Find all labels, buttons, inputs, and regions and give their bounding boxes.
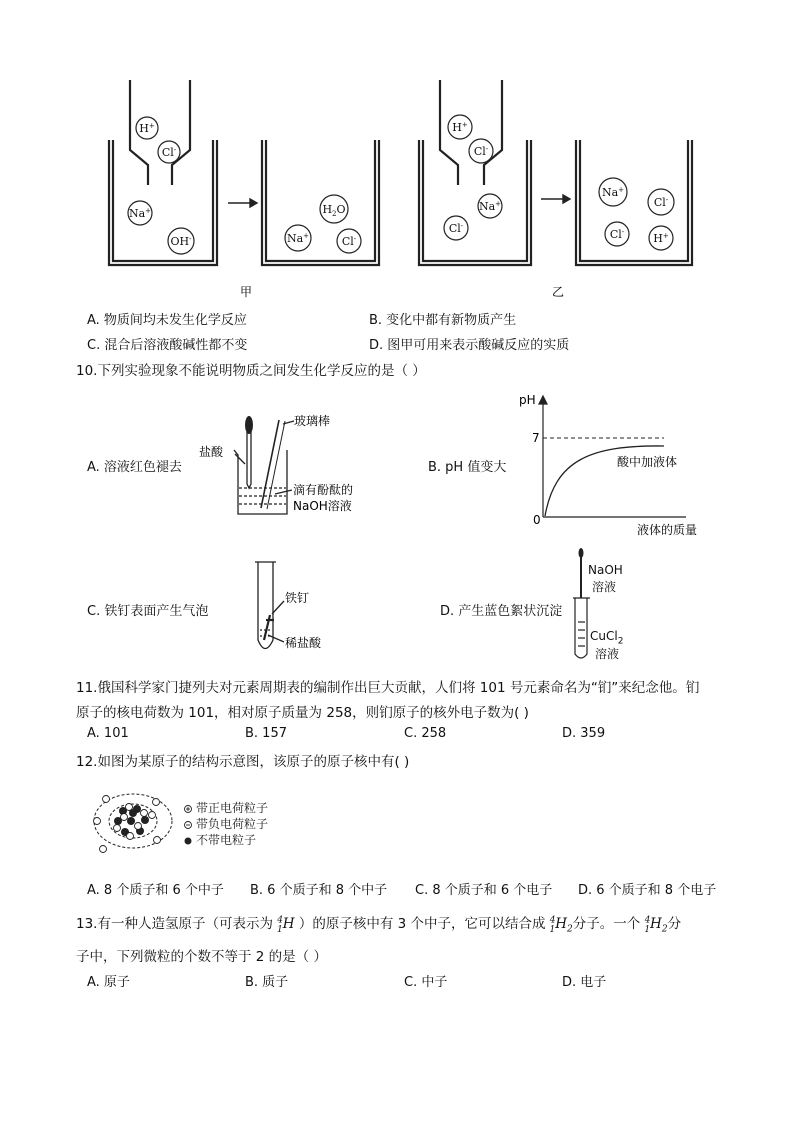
q9-option-a: A. 物质间均未发生化学反应	[87, 313, 247, 328]
q12-stem: 12.如图为某原子的结构示意图，该原子的原子核中有( )	[76, 754, 410, 770]
ion-h: H+	[452, 121, 468, 134]
ion-na: Na+	[128, 207, 152, 220]
ion-h: H+	[653, 232, 669, 245]
chart-ylabel: pH	[519, 393, 536, 407]
chart-origin: 0	[533, 513, 541, 527]
label-yi: 乙	[551, 285, 565, 299]
q11-option-a: A. 101	[87, 726, 129, 741]
ion-na: Na+	[601, 186, 625, 199]
chart-xlabel: 液体的质量	[637, 523, 698, 537]
q13-option-a: A. 原子	[87, 975, 130, 990]
q13-option-c: C. 中子	[404, 975, 448, 990]
label-jia: 甲	[239, 285, 253, 299]
naoh-label-1: NaOH	[588, 563, 623, 577]
q10-c-figure	[248, 556, 338, 660]
rod-label: 玻璃棒	[294, 414, 331, 428]
q9-option-d: D. 图甲可用来表示酸碱反应的实质	[369, 338, 570, 353]
dilute-acid-label: 稀盐酸	[285, 636, 322, 650]
cucl2-label-2: 溶液	[595, 647, 620, 661]
chart-curve-label: 酸中加液体	[617, 455, 678, 469]
solution-label-1: 滴有酚酞的	[293, 483, 354, 497]
q11-stem-line1: 11.俄国科学家门捷列夫对元素周期表的编制作出巨大贡献，人们将 101 号元素命名为“钔”来纪念他。钔	[76, 680, 700, 696]
q10-option-c: C. 铁钉表面产生气泡	[87, 604, 209, 619]
mol-h2o: $H_2O$	[322, 203, 346, 218]
q11-stem-line2: 原子的核电荷数为 101，相对原子质量为 258，则钔原子的核外电子数为( )	[76, 705, 529, 721]
hydrogen-isotope-symbol: $^4_1$H	[277, 915, 295, 935]
q12-option-a: A. 8 个质子和 6 个中子	[87, 883, 224, 898]
atom-diagram	[88, 780, 288, 862]
cucl2-label-1: CuCl$_2$	[590, 629, 624, 647]
ion-cl: Cl-	[448, 222, 464, 235]
legend-negative: 带负电荷粒子	[196, 817, 269, 831]
q10-option-d: D. 产生蓝色絮状沉淀	[440, 604, 563, 619]
q10-stem: 10.下列实验现象不能说明物质之间发生化学反应的是（ ）	[76, 363, 426, 379]
hydrogen-molecule-symbol: $^4_1H_2$	[644, 915, 668, 935]
nail-label: 铁钉	[285, 591, 310, 605]
q12-option-d: D. 6 个质子和 8 个电子	[578, 883, 717, 898]
ion-cl: Cl-	[341, 235, 357, 248]
ion-cl: Cl-	[653, 196, 669, 209]
q11-option-c: C. 258	[404, 726, 447, 741]
ion-cl: Cl-	[473, 145, 489, 158]
q10-b-chart	[515, 384, 710, 542]
ion-cl: Cl-	[161, 146, 177, 159]
legend-neutral: 不带电粒子	[196, 833, 257, 847]
q11-option-b: B. 157	[245, 726, 287, 741]
q12-option-b: B. 6 个质子和 8 个中子	[250, 883, 388, 898]
q10-option-b: B. pH 值变大	[428, 460, 507, 475]
naoh-label-2: 溶液	[592, 580, 617, 594]
solution-label-2: NaOH溶液	[293, 499, 352, 513]
ion-cl: Cl-	[609, 228, 625, 241]
q9-figure	[100, 75, 700, 305]
ion-na: Na+	[478, 200, 502, 213]
q12-option-c: C. 8 个质子和 6 个电子	[415, 883, 553, 898]
q9-option-b: B. 变化中都有新物质产生	[369, 313, 517, 328]
ion-na: Na+	[286, 232, 310, 245]
ion-oh: OH-	[170, 235, 192, 248]
q13-option-d: D. 电子	[562, 975, 607, 990]
q13-stem-line2: 子中，下列微粒的个数不等于 2 的是（ ）	[76, 949, 327, 965]
acid-label: 盐酸	[199, 445, 224, 459]
chart-tick-7: 7	[532, 431, 540, 445]
hydrogen-molecule-symbol: $^4_1H_2$	[549, 915, 573, 935]
q13-stem-line1: 13.有一种人造氢原子（可表示为 $^4_1$H ）的原子核中有 3 个中子，它可以结合成 $^4_1H_2$分子。一个 $^4_1H_2$分	[76, 915, 682, 935]
q10-a-figure	[195, 408, 370, 523]
q11-option-d: D. 359	[562, 726, 606, 741]
legend-positive: 带正电荷粒子	[196, 801, 269, 815]
q10-option-a: A. 溶液红色褪去	[87, 460, 182, 475]
q13-option-b: B. 质子	[245, 975, 289, 990]
ion-h: H+	[139, 122, 155, 135]
q9-option-c: C. 混合后溶液酸碱性都不变	[87, 338, 248, 353]
